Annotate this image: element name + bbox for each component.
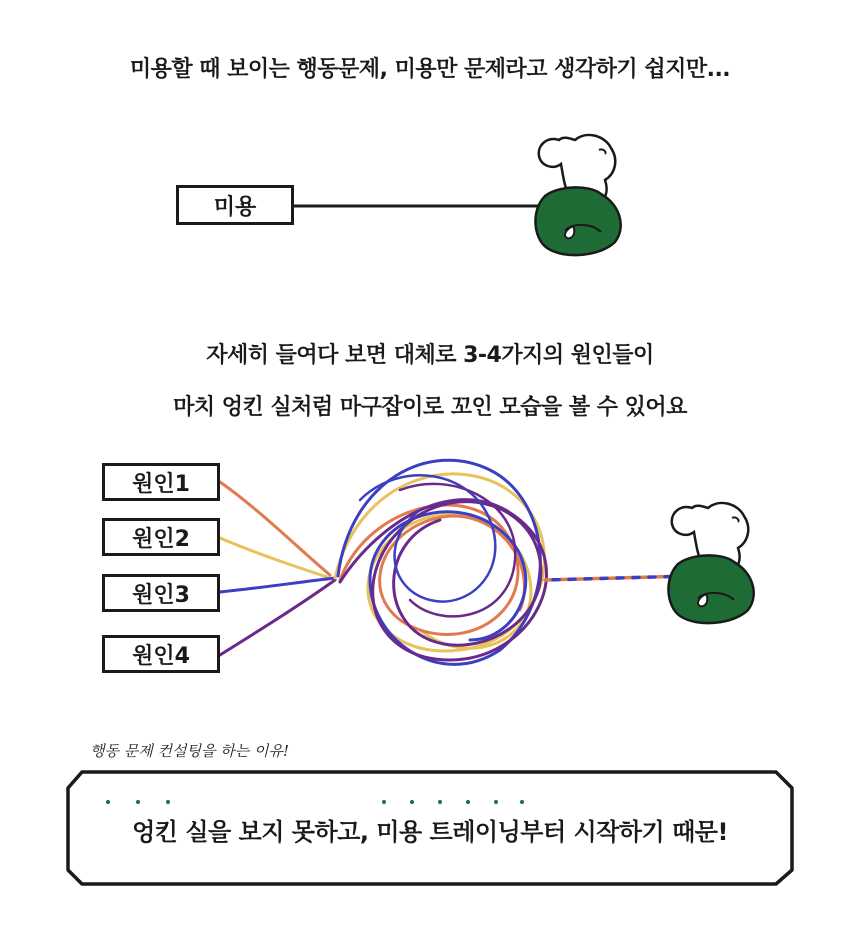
cause-box-2: [102, 518, 220, 556]
intro-heading: 미용할 때 보이는 행동문제, 미용만 문제라고 생각하기 쉽지만...: [129, 57, 731, 82]
explanation-line-2: 마치 엉킨 실처럼 마구잡이로 꼬인 모습을 볼 수 있어요: [173, 395, 687, 420]
cause2-thread: [220, 538, 330, 578]
emphasis-dot: [166, 800, 170, 804]
cause-box-1: [102, 463, 220, 501]
emphasis-dot: [438, 800, 442, 804]
cause-label-4: 원인4: [132, 643, 190, 669]
callout-text: 엉킨 실을 보지 못하고, 미용 트레이닝부터 시작하기 때문!: [132, 818, 728, 846]
emphasis-dot: [410, 800, 414, 804]
grooming-label: 미용: [213, 194, 257, 220]
tangled-threads: [220, 460, 690, 664]
emphasis-dot: [466, 800, 470, 804]
emphasis-dot: [494, 800, 498, 804]
dog-illustration-bottom: [668, 503, 753, 623]
emphasis-dot: [520, 800, 524, 804]
cause-box-4: [102, 635, 220, 673]
cause-label-2: 원인2: [132, 526, 190, 552]
cause-box-3: [102, 574, 220, 612]
cause3-thread: [220, 578, 335, 592]
handwritten-note: 행동 문제 컨설팅을 하는 이유!: [90, 742, 289, 760]
emphasis-dot: [382, 800, 386, 804]
emphasis-dot: [136, 800, 140, 804]
cause1-thread: [220, 482, 330, 575]
cause-label-1: 원인1: [132, 471, 190, 497]
explanation-line-1: 자세히 들여다 보면 대체로 3-4가지의 원인들이: [206, 343, 654, 368]
dog-illustration-top: [535, 135, 620, 255]
grooming-label-box: [176, 185, 294, 225]
emphasis-dot: [106, 800, 110, 804]
cause-label-3: 원인3: [132, 582, 190, 608]
